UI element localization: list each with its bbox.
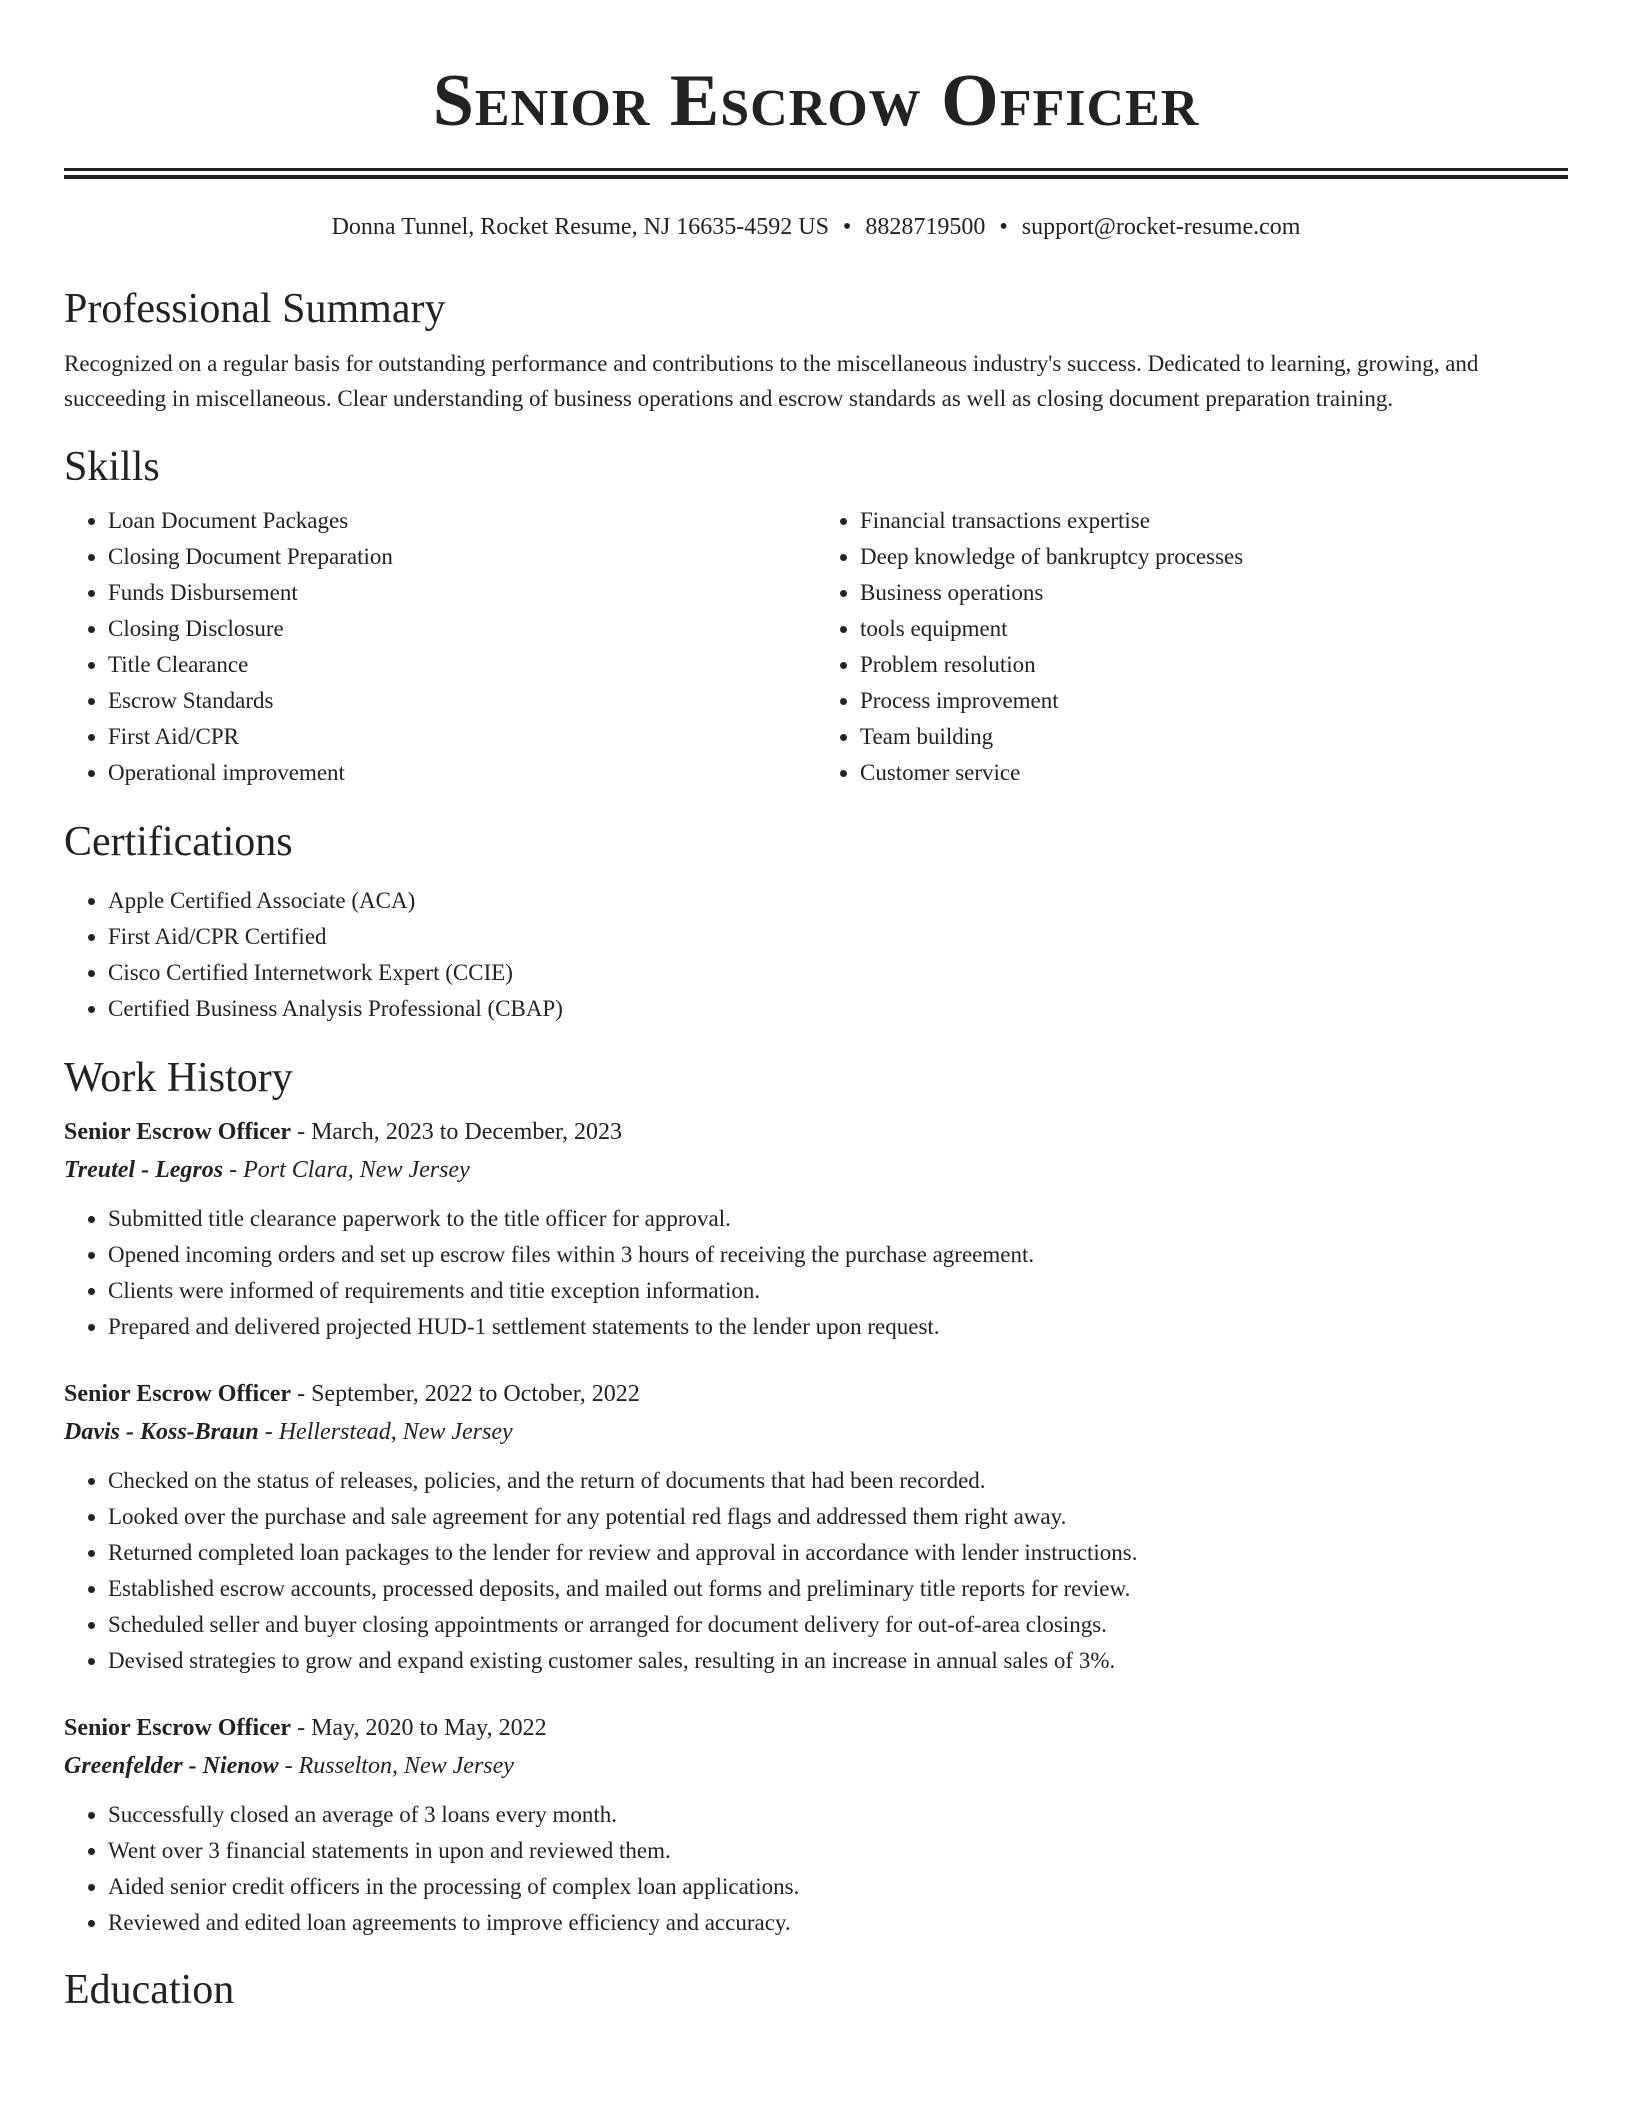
job-list (64, 1113, 1568, 1941)
contact-email[interactable]: support@rocket-resume.com (1021, 214, 1301, 240)
job-duty-item: • Opened incoming orders and set up escrow files within 3 hours of receiving the purchase agreement. (108, 1237, 1568, 1273)
certifications-list (64, 883, 1568, 1027)
job-duty-item: • Went over 3 financial statements in upon and reviewed them. (108, 1833, 1568, 1869)
skill-item: • Customer service (860, 755, 1568, 791)
job-employer (64, 1151, 1568, 1189)
job-duties (64, 1201, 1568, 1345)
contact-separator: • (999, 214, 1008, 240)
certification-item: • Apple Certified Associate (ACA) (108, 883, 1568, 919)
job-dash: - (291, 1715, 312, 1742)
job-duty-item: • Established escrow accounts, processed deposits, and mailed out forms and preliminary title reports for review. (108, 1571, 1568, 1607)
education-heading: Education (64, 1967, 235, 2014)
work-history-heading: Work History (64, 1054, 293, 1101)
skill-item: • Closing Disclosure (108, 611, 816, 647)
job-location: Port Clara, New Jersey (243, 1157, 470, 1184)
contact-line (64, 213, 1568, 242)
job-employer (64, 1413, 1568, 1451)
job-duties (64, 1797, 1568, 1941)
skill-item: • Operational improvement (108, 755, 816, 791)
job-duty-item: • Aided senior credit officers in the processing of complex loan applications. (108, 1869, 1568, 1905)
skills-list-left (64, 503, 816, 791)
education-section (64, 1965, 1568, 2015)
job-duty-item: • Successfully closed an average of 3 loans every month. (108, 1797, 1568, 1833)
job-header (64, 1113, 1568, 1151)
job-dash: - (291, 1119, 312, 1146)
job-header (64, 1375, 1568, 1413)
skill-item: • Title Clearance (108, 647, 816, 683)
job-title: Senior Escrow Officer (64, 1119, 292, 1146)
skill-item: • Business operations (860, 575, 1568, 611)
job-duty-item: • Clients were informed of requirements and titie exception information. (108, 1273, 1568, 1309)
skill-item: • Closing Document Preparation (108, 539, 816, 575)
skills-list-right (816, 503, 1568, 791)
summary-text: Recognized on a regular basis for outstanding performance and contributions to the miscellaneous industry's success. Dedicated to learning, growing, and succeeding in miscellaneous. Clear understanding of business operations and escrow standards as well as closing document preparation training. (64, 351, 1479, 412)
job-company: Davis - Koss-Braun (64, 1419, 259, 1446)
certification-item: • Cisco Certified Internetwork Expert (CCIE) (108, 955, 1568, 991)
job-location: Russelton, New Jersey (298, 1753, 514, 1780)
job-duty-item: • Scheduled seller and buyer closing appointments or arranged for document delivery for out-of-area closings. (108, 1607, 1568, 1643)
job-duty-item: • Prepared and delivered projected HUD-1 settlement statements to the lender upon request. (108, 1309, 1568, 1345)
job-dash: - (291, 1381, 312, 1408)
certifications-section (64, 817, 1568, 1027)
skill-item: • Loan Document Packages (108, 503, 816, 539)
certification-item: • Certified Business Analysis Professional (CBAP) (108, 991, 1568, 1027)
job-dash: - (223, 1157, 244, 1184)
job-title: Senior Escrow Officer (64, 1381, 292, 1408)
skill-item: • Funds Disbursement (108, 575, 816, 611)
certifications-heading: Certifications (64, 818, 293, 865)
contact-separator: • (842, 214, 852, 240)
skills-grid (64, 503, 1568, 791)
job-duty-item: • Looked over the purchase and sale agreement for any potential red flags and addressed them right away. (108, 1499, 1568, 1535)
summary-section (64, 284, 1568, 416)
job-dates: May, 2020 to May, 2022 (311, 1715, 547, 1742)
skill-item: • Escrow Standards (108, 683, 816, 719)
skill-item: • Process improvement (860, 683, 1568, 719)
contact-phone[interactable]: 8828719500 (865, 214, 986, 240)
work-history-section (64, 1053, 1568, 1941)
certification-item: • First Aid/CPR Certified (108, 919, 1568, 955)
contact-address: Donna Tunnel, Rocket Resume, NJ 16635-4592 US (331, 214, 829, 240)
job-entry (64, 1375, 1568, 1679)
skill-item: • Problem resolution (860, 647, 1568, 683)
skill-item: • Financial transactions expertise (860, 503, 1568, 539)
job-dates: March, 2023 to December, 2023 (311, 1119, 623, 1146)
job-company: Greenfelder - Nienow (64, 1753, 279, 1780)
job-dash: - (258, 1419, 279, 1446)
title-divider (64, 168, 1568, 179)
resume-title: Senior Escrow Officer (432, 60, 1200, 142)
job-duty-item: • Reviewed and edited loan agreements to improve efficiency and accuracy. (108, 1905, 1568, 1941)
job-entry (64, 1113, 1568, 1345)
skills-section (64, 442, 1568, 790)
job-company: Treutel - Legros (64, 1157, 224, 1184)
job-title: Senior Escrow Officer (64, 1715, 292, 1742)
skill-item: • Deep knowledge of bankruptcy processes (860, 539, 1568, 575)
skill-item: • tools equipment (860, 611, 1568, 647)
job-dates: September, 2022 to October, 2022 (311, 1381, 640, 1408)
job-duty-item: • Returned completed loan packages to the lender for review and approval in accordance with lender instructions. (108, 1535, 1568, 1571)
job-employer (64, 1747, 1568, 1785)
job-entry (64, 1709, 1568, 1941)
job-duty-item: • Checked on the status of releases, policies, and the return of documents that had been recorded. (108, 1463, 1568, 1499)
job-duty-item: • Submitted title clearance paperwork to the title officer for approval. (108, 1201, 1568, 1237)
skill-item: • Team building (860, 719, 1568, 755)
job-location: Hellerstead, New Jersey (278, 1419, 513, 1446)
job-duties (64, 1463, 1568, 1679)
job-header (64, 1709, 1568, 1747)
job-duty-item: • Devised strategies to grow and expand existing customer sales, resulting in an increase in annual sales of 3%. (108, 1643, 1568, 1679)
skills-heading: Skills (64, 444, 160, 491)
job-dash: - (278, 1753, 299, 1780)
skill-item: • First Aid/CPR (108, 719, 816, 755)
summary-heading: Professional Summary (64, 285, 446, 332)
